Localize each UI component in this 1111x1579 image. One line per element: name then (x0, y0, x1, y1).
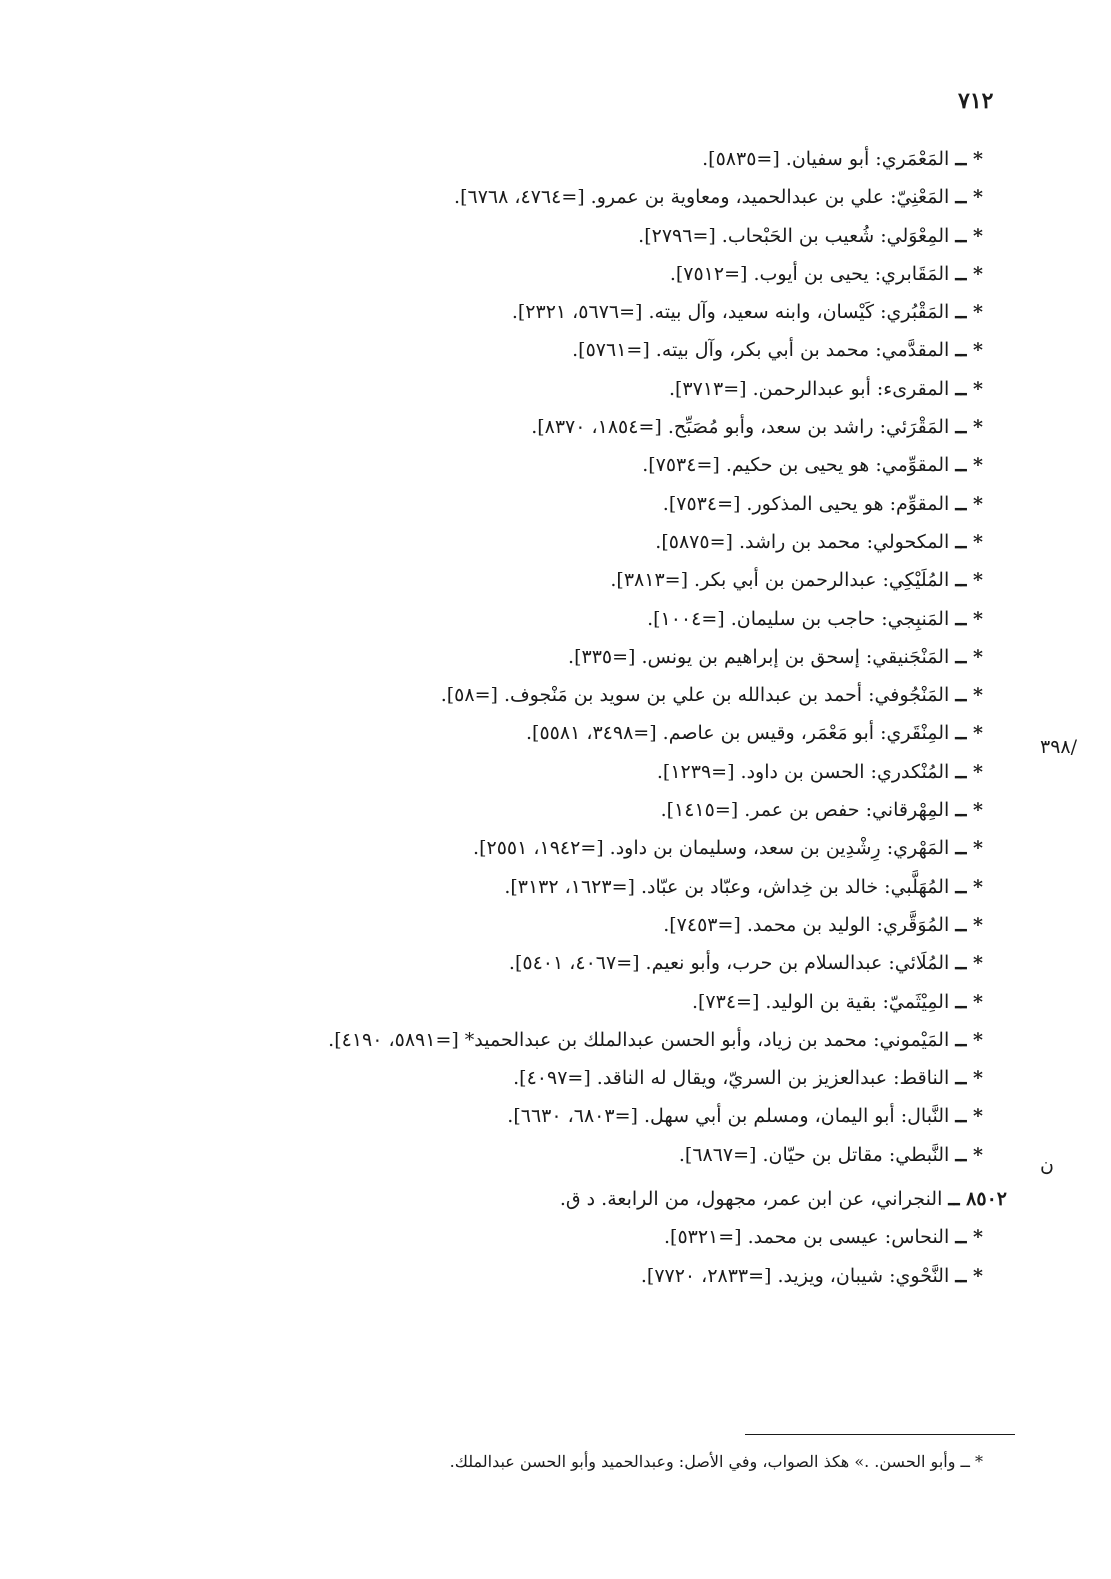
entry-text: المَنْجُوفي: أحمد بن عبدالله بن علي بن سويد بن مَنْجوف. [=٥٨]. (440, 684, 950, 707)
entry-marker: * ــ (955, 1067, 983, 1090)
entry-marker: * ــ (955, 952, 983, 975)
entry (23, 255, 983, 293)
entry (23, 791, 983, 829)
entry-text: المِهْرقاني: حفص بن عمر. [=١٤١٥]. (660, 799, 950, 822)
entry-marker: * ــ (955, 645, 983, 668)
entry-marker: * ــ (955, 837, 983, 860)
entry (23, 906, 983, 944)
entry-marker: * ــ (955, 990, 983, 1013)
entry-text: المقوِّمي: هو يحيى بن حكيم. [=٧٥٣٤]. (642, 454, 950, 477)
entry-text: النجراني، عن ابن عمر، مجهول، من الرابعة. د ق. (559, 1188, 943, 1211)
entry-marker: * ــ (955, 224, 983, 247)
entry-text: الناقط: عبدالعزيز بن السريّ، ويقال له الناقد. [=٤٠٩٧]. (513, 1067, 950, 1090)
entry-marker: * ــ (955, 722, 983, 745)
entry-text: المُوَقَّري: الوليد بن محمد. [=٧٤٥٣]. (663, 913, 950, 936)
entry-text: المُهَلَّبي: خالد بن خِداش، وعبّاد بن عبّاد. [=١٦٢٣، ٣١٣٢]. (504, 875, 950, 898)
entry-marker: * ــ (955, 416, 983, 439)
entry-marker: * ــ (955, 148, 983, 170)
entry-text: المَقْرَئي: راشد بن سعد، وأبو مُصَبِّح. [=١٨٥٤، ٨٣٧٠]. (531, 416, 950, 439)
entry (23, 217, 983, 255)
entry (23, 293, 983, 331)
entry (23, 370, 983, 408)
entry-text: النَّبطي: مقاتل بن حيّان. [=٦٨٦٧]. (678, 1143, 950, 1166)
entry-text: المُلَائي: عبدالسلام بن حرب، وأبو نعيم. [=٤٠٦٧، ٥٤٠١]. (508, 952, 950, 975)
entry (23, 944, 983, 982)
margin-note-letter: ن (1040, 1154, 1054, 1176)
entry-marker: * ــ (955, 684, 983, 707)
entry (23, 408, 983, 446)
entry (23, 331, 983, 369)
entry-marker: * ــ (955, 760, 983, 783)
entry-text: النحاس: عيسى بن محمد. [=٥٣٢١]. (663, 1226, 950, 1249)
entry (23, 868, 983, 906)
entry-text: المقدَّمي: محمد بن أبي بكر، وآل بيته. [=٥٧٦١]. (572, 339, 950, 362)
entry-marker: * ــ (955, 262, 983, 285)
entry-marker: * ــ (955, 799, 983, 822)
entry (23, 1059, 983, 1097)
entry-marker: * ــ (955, 377, 983, 400)
entry-text: النَّبال: أبو اليمان، ومسلم بن أبي سهل. [=٦٨٠٣، ٦٦٣٠]. (507, 1105, 950, 1128)
entry-text: المقوِّم: هو يحيى المذكور. [=٧٥٣٤]. (662, 492, 950, 515)
entry-list (23, 140, 1007, 1295)
entry-marker: * ــ (955, 913, 983, 936)
entry-text: المَيْموني: محمد بن زياد، وأبو الحسن عبدالملك بن عبدالحميد* [=٥٨٩١، ٤١٩٠]. (328, 1028, 950, 1051)
margin-note-page-ref: /٣٩٨ (1040, 736, 1078, 758)
entry (23, 523, 983, 561)
entry (23, 983, 983, 1021)
entry (23, 714, 983, 752)
entry (23, 676, 983, 714)
entry-text: المَهْري: رِشْدِين بن سعد، وسليمان بن داود. [=١٩٤٢، ٢٥٥١]. (473, 837, 950, 860)
entry (23, 1021, 983, 1059)
entry-marker: * ــ (955, 875, 983, 898)
entry-text: المقرىء: أبو عبدالرحمن. [=٣٧١٣]. (668, 377, 950, 400)
entry (23, 561, 983, 599)
entry (23, 638, 983, 676)
entry (23, 485, 983, 523)
entry-text: المكحولي: محمد بن راشد. [=٥٨٧٥]. (655, 530, 950, 553)
entry (23, 446, 983, 484)
entry (23, 829, 983, 867)
entry-marker: * ــ (955, 492, 983, 515)
entry-marker: * ــ (955, 301, 983, 324)
entry (23, 1180, 1007, 1218)
entry-text: المُنْكدري: الحسن بن داود. [=١٢٣٩]. (656, 760, 950, 783)
entry-text: المَنبِجي: حاجب بن سليمان. [=١٠٠٤]. (647, 607, 950, 630)
entry-marker: * ــ (955, 530, 983, 553)
entry-text: النَّحْوي: شيبان، ويزيد. [=٢٨٣٣، ٧٧٢٠]. (640, 1264, 950, 1287)
entry (23, 753, 983, 791)
entry-text: المِنْقَري: أبو مَعْمَر، وقيس بن عاصم. [=٣٤٩٨، ٥٥٨١]. (526, 722, 950, 745)
entry-marker: * ــ (955, 339, 983, 362)
entry-marker: * ــ (955, 454, 983, 477)
entry (23, 1257, 983, 1295)
entry-text: المِعْوَلي: شُعيب بن الحَبْحاب. [=٢٧٩٦]. (638, 224, 950, 247)
entry-marker: * ــ (955, 607, 983, 630)
entry (23, 1136, 983, 1174)
entry-text: المَقَابري: يحيى بن أيوب. [=٧٥١٢]. (669, 262, 950, 285)
entry-marker: ٨٥٠٢ ــ (948, 1188, 1007, 1211)
entry-text: المُلَيْكِي: عبدالرحمن بن أبي بكر. [=٣٨١٣]. (610, 569, 950, 592)
entry (23, 600, 983, 638)
entry-text: المِيْثَميّ: بقية بن الوليد. [=٧٣٤]. (691, 990, 950, 1013)
footnote-divider (745, 1434, 1015, 1435)
entry-marker: * ــ (955, 1143, 983, 1166)
entry (23, 1218, 983, 1256)
entry-text: المَقْبُري: كَيْسان، وابنه سعيد، وآل بيته. [=٥٦٧٦، ٢٣٢١]. (511, 301, 950, 324)
entry (23, 178, 983, 216)
entry-marker: * ــ (955, 1028, 983, 1051)
footnote: * ــ وأبو الحسن. .» هكذ الصواب، وفي الأصل: وعبدالحميد وأبو الحسن عبدالملك. (449, 1452, 983, 1471)
entry-marker: * ــ (955, 186, 983, 209)
page-number: ٧١٢ (958, 88, 994, 114)
entry-marker: * ــ (955, 1226, 983, 1249)
entry-marker: * ــ (955, 1264, 983, 1287)
entry (23, 140, 983, 178)
entry (23, 1097, 983, 1135)
entry-marker: * ــ (955, 1105, 983, 1128)
entry-text: المَعْنِيّ: علي بن عبدالحميد، ومعاوية بن عمرو. [=٤٧٦٤، ٦٧٦٨]. (454, 186, 950, 209)
entry-marker: * ــ (955, 569, 983, 592)
entry-text: المَنْجَنيقي: إسحق بن إبراهيم بن يونس. [=٣٣٥]. (568, 645, 950, 668)
entry-text: المَعْمَري: أبو سفيان. [=٥٨٣٥]. (702, 148, 950, 170)
